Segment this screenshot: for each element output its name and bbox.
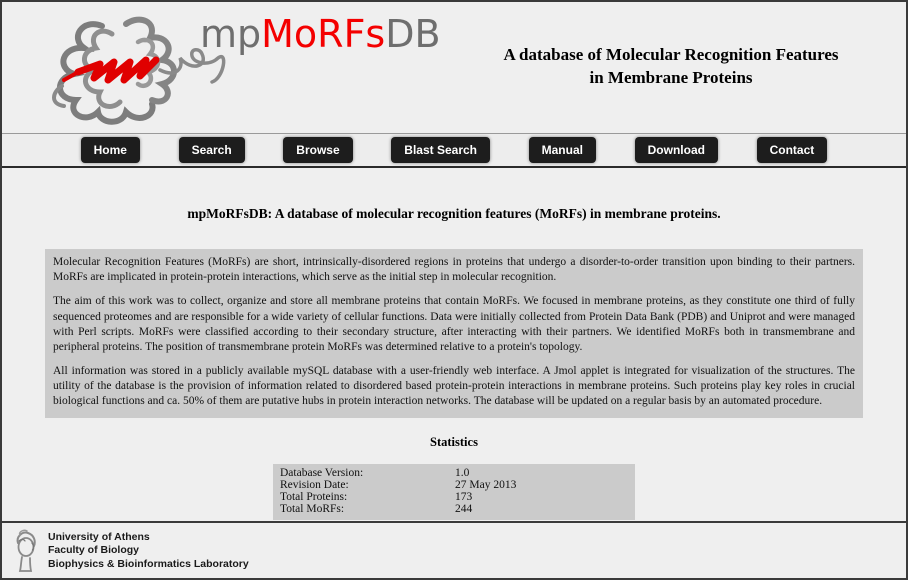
tagline-line-1: A database of Molecular Recognition Features — [503, 45, 839, 64]
table-row — [273, 503, 635, 515]
stat-value-total-proteins: 173 — [455, 491, 473, 504]
statistics-heading: Statistics — [430, 434, 478, 449]
footer-line-faculty: Faculty of Biology — [48, 544, 140, 557]
tagline-line-2: in Membrane Proteins — [589, 67, 753, 87]
site-title — [200, 12, 441, 56]
nav-button-manual[interactable]: Manual — [529, 137, 596, 163]
intro-paragraph-1: Molecular Recognition Features (MoRFs) are short, intrinsically-disordered regions in proteins that undergo a disorder-to-order transition upon binding to their partners. MoRFs are implicated in protein-protein interactions, which serve as the initial step in molecular recognition. — [53, 256, 855, 284]
table-row — [273, 491, 635, 503]
university-of-athens-emblem-icon — [10, 529, 40, 574]
intro-paragraph-3: All information was stored in a publicly available mySQL database with a user-friendly web interface. A Jmol applet is integrated for visualization of the structures. The utility of the database is the provision of information related to disordered based protein-protein interactions in membrane proteins. Such proteins play key roles in crucial biological functions and ca. 50% of them are putative hubs in protein interaction networks. The database will be updated on a regular basis by an automated procedure. — [53, 365, 855, 408]
footer-affiliation — [48, 529, 249, 571]
intro-text-panel — [45, 249, 863, 418]
site-title-prefix: mp — [200, 12, 262, 56]
intro-paragraph-2: The aim of this work was to collect, organize and store all membrane proteins that contain MoRFs. We focused in membrane proteins, as they constitute one third of fully sequenced proteomes and are responsible for a wide variety of cellular functions. Data were initially collected from Protein Data Bank (PDB) and Uniprot and were managed with Perl scripts. MoRFs were classified according to their secondary structure, after interacting with their partners. We identified MoRFs both in transmembrane and peripheral proteins. The position of transmembrane protein MoRFs was determined relative to a protein's topology. — [53, 295, 855, 353]
nav-button-blast-search[interactable]: Blast Search — [391, 137, 490, 163]
stat-label-database-version: Database Version: — [280, 466, 364, 479]
nav-button-search[interactable]: Search — [179, 137, 245, 163]
main-navigation — [2, 134, 906, 168]
stat-label-revision-date: Revision Date: — [280, 478, 349, 491]
main-content — [2, 206, 906, 558]
nav-button-contact[interactable]: Contact — [757, 137, 828, 163]
stat-label-total-proteins: Total Proteins: — [280, 491, 348, 504]
page-title: mpMoRFsDB: A database of molecular recognition features (MoRFs) in membrane proteins. — [187, 206, 721, 221]
nav-button-browse[interactable]: Browse — [283, 137, 352, 163]
site-tagline — [456, 44, 886, 90]
page-header — [2, 2, 906, 134]
table-row — [273, 467, 635, 479]
statistics-table — [273, 464, 635, 520]
nav-button-home[interactable]: Home — [81, 137, 140, 163]
table-row — [273, 479, 635, 491]
stat-value-database-version: 1.0 — [455, 466, 470, 479]
page-footer — [2, 521, 906, 578]
stat-value-total-morfs: 244 — [455, 503, 473, 516]
footer-line-laboratory: Biophysics & Bioinformatics Laboratory — [48, 557, 249, 570]
nav-button-download[interactable]: Download — [635, 137, 718, 163]
stat-value-revision-date: 27 May 2013 — [455, 478, 517, 491]
footer-line-university: University of Athens — [48, 531, 150, 543]
stat-label-total-morfs: Total MoRFs: — [280, 503, 345, 516]
site-title-suffix: DB — [385, 12, 441, 56]
site-title-highlight: MoRFs — [261, 12, 386, 56]
